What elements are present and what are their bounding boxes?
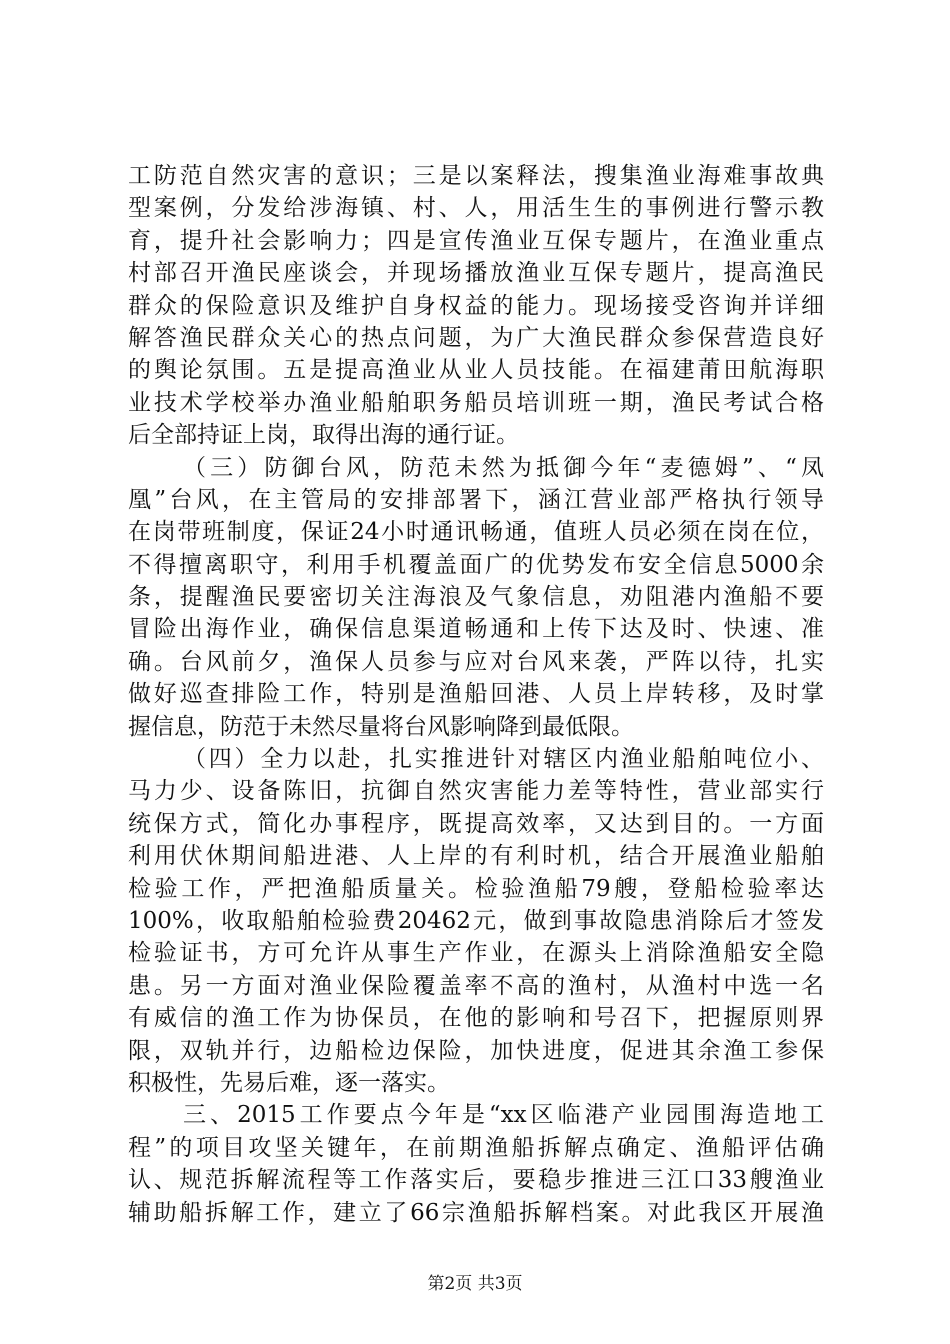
text-line: 积极性，先易后难，逐一落实。 bbox=[128, 1069, 450, 1096]
text-line: 检验证书，方可允许从事生产作业，在源头上消除渔船安全隐 bbox=[128, 940, 824, 967]
text-line: 凰”台风，在主管局的安排部署下，涵江营业部严格执行领导 bbox=[128, 486, 824, 513]
text-line: 三、2015工作要点今年是“xx区临港产业园围海造地工 bbox=[183, 1102, 824, 1129]
text-line: 不得擅离职守，利用手机覆盖面广的优势发布安全信息5000余 bbox=[128, 551, 824, 578]
text-line: 型案例，分发给涉海镇、村、人，用活生生的事例进行警示教 bbox=[128, 195, 824, 222]
text-line: 认、规范拆解流程等工作落实后，要稳步推进三江口33艘渔业 bbox=[128, 1167, 824, 1194]
text-line: 统保方式，简化办事程序，既提高效率，又达到目的。一方面 bbox=[128, 810, 824, 837]
text-line: 马力少、设备陈旧，抗御自然灾害能力差等特性，营业部实行 bbox=[128, 778, 824, 805]
text-line: （三）防御台风，防范未然为抵御今年“麦德姆”、“凤 bbox=[183, 454, 824, 481]
text-line: （四）全力以赴，扎实推进针对辖区内渔业船舶吨位小、 bbox=[183, 746, 824, 773]
page-number: 第2页 共3页 bbox=[427, 1274, 523, 1294]
text-line: 工防范自然灾害的意识；三是以案释法，搜集渔业海难事故典 bbox=[128, 163, 824, 189]
text-line: 育，提升社会影响力；四是宣传渔业互保专题片，在渔业重点 bbox=[128, 227, 824, 254]
text-line: 冒险出海作业，确保信息渠道畅通和上传下达及时、快速、准 bbox=[128, 616, 824, 643]
text-line: 利用伏休期间船进港、人上岸的有利时机，结合开展渔业船舶 bbox=[128, 843, 824, 870]
text-line: 100%，收取船舶检验费20462元，做到事故隐患消除后才签发 bbox=[128, 907, 824, 934]
text-line: 有威信的渔工作为协保员，在他的影响和号召下，把握原则界 bbox=[128, 1005, 824, 1032]
text-line: 握信息，防范于未然尽量将台风影响降到最低限。 bbox=[128, 713, 634, 740]
document-body bbox=[128, 160, 824, 1229]
text-line: 条，提醒渔民要密切关注海浪及气象信息，劝阻港内渔船不要 bbox=[128, 584, 824, 611]
text-line: 程”的项目攻坚关键年，在前期渔船拆解点确定、渔船评估确 bbox=[128, 1134, 824, 1161]
text-line: 确。台风前夕，渔保人员参与应对台风来袭，严阵以待，扎实 bbox=[128, 648, 824, 675]
text-line: 检验工作，严把渔船质量关。检验渔船79艘，登船检验率达 bbox=[128, 875, 824, 902]
text-line: 在岗带班制度，保证24小时通讯畅通，值班人员必须在岗在位， bbox=[128, 519, 824, 546]
text-line: 后全部持证上岗，取得出海的通行证。 bbox=[128, 422, 519, 449]
text-line: 解答渔民群众关心的热点问题，为广大渔民群众参保营造良好 bbox=[128, 324, 824, 351]
text-line: 群众的保险意识及维护自身权益的能力。现场接受咨询并详细 bbox=[128, 292, 824, 319]
text-line: 辅助船拆解工作，建立了66宗渔船拆解档案。对此我区开展渔 bbox=[128, 1199, 824, 1226]
text-line: 做好巡查排险工作，特别是渔船回港、人员上岸转移，及时掌 bbox=[128, 681, 824, 708]
text-line: 患。另一方面对渔业保险覆盖率不高的渔村，从渔村中选一名 bbox=[128, 972, 824, 999]
text-line: 的舆论氛围。五是提高渔业从业人员技能。在福建莆田航海职 bbox=[128, 357, 824, 384]
text-line: 限，双轨并行，边船检边保险，加快进度，促进其余渔工参保 bbox=[128, 1037, 824, 1064]
text-line: 村部召开渔民座谈会，并现场播放渔业互保专题片，提高渔民 bbox=[128, 260, 824, 287]
page-footer bbox=[0, 1272, 950, 1296]
text-line: 业技术学校举办渔业船舶职务船员培训班一期，渔民考试合格 bbox=[128, 389, 824, 416]
